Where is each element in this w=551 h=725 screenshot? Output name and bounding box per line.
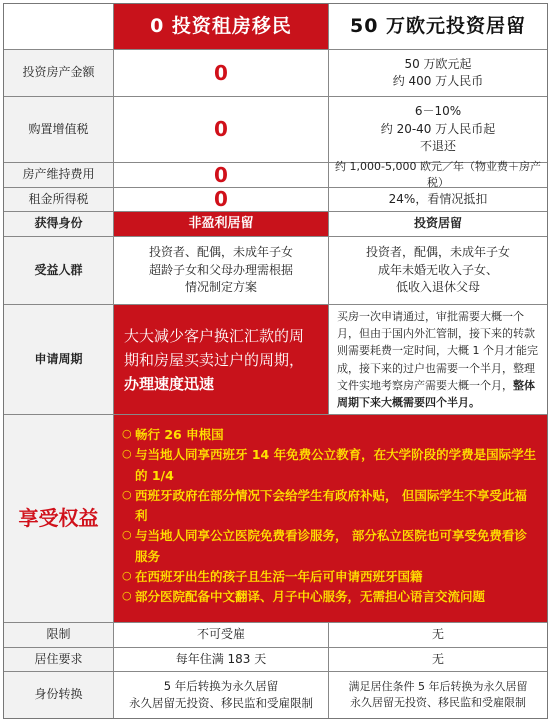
apply-text: 大大减少客户换汇汇款的周期和房屋买卖过户的周期， xyxy=(124,326,305,369)
value-line: 情况制定方案 xyxy=(184,280,257,295)
row-label: 身份转换 xyxy=(4,672,114,718)
value-line: 满足居住条件 5 年后转换为永久居留 xyxy=(348,680,528,694)
row-beneficiaries xyxy=(4,237,547,305)
row-label: 居住要求 xyxy=(4,648,114,671)
benefit-item xyxy=(122,425,537,445)
value-conversion-b xyxy=(329,672,547,718)
benefit-text: 在西班牙出生的孩子且生活一年后可申请西班牙国籍 xyxy=(135,568,423,584)
benefit-text: 西班牙政府在部分情况下会给学生有政府补贴， 但国际学生不享受此福利 xyxy=(135,487,527,523)
row-residency xyxy=(4,648,547,672)
benefit-item xyxy=(122,567,537,587)
circle-bullet-icon: ○ xyxy=(122,568,132,582)
value-zero: 0 xyxy=(114,163,329,187)
value-line: 投资者，配偶，未成年子女 xyxy=(365,245,510,260)
circle-bullet-icon: ○ xyxy=(122,447,132,461)
value-line: 不退还 xyxy=(419,139,456,154)
row-apply-period xyxy=(4,305,547,415)
row-label: 投资房产金额 xyxy=(4,50,114,96)
value-line: 约 400 万人民币 xyxy=(392,74,484,88)
row-label: 租金所得税 xyxy=(4,188,114,211)
value-line: 投资者、配偶，未成年子女 xyxy=(148,245,293,260)
value-line: 50 万欧元起 xyxy=(404,56,472,71)
value-restriction-a: 不可受雇 xyxy=(114,623,329,647)
header-row xyxy=(4,4,547,50)
circle-bullet-icon: ○ xyxy=(122,427,132,440)
apply-text-bold: 整体周期下来大概需要四个半月。 xyxy=(337,378,535,409)
value-beneficiaries-a xyxy=(114,237,329,304)
header-empty-cell xyxy=(4,4,114,49)
value-conversion-a xyxy=(114,672,329,718)
value-rent-tax: 24%，看情况抵扣 xyxy=(388,191,488,206)
value-line: 永久居留无投资、移民监和受雇限制 xyxy=(350,696,526,709)
value-maintenance: 约 1,000-5,000 欧元／年（物业费＋房产税） xyxy=(335,160,541,189)
value-residency-a: 每年住满 183 天 xyxy=(114,648,329,671)
benefit-text: 与当地人同享公立医院免费看诊服务， 部分私立医院也可享受免费看诊服务 xyxy=(135,528,527,564)
row-identity xyxy=(4,212,547,237)
value-property-amount xyxy=(329,50,547,96)
value-beneficiaries-b xyxy=(329,237,547,304)
value-zero: 0 xyxy=(114,97,329,162)
row-rent-tax xyxy=(4,188,547,212)
benefit-text: 与当地人同享西班牙 14 年免费公立教育，在大学阶段的学费是国际学生的 1/4 xyxy=(135,447,537,483)
header-zero-rent: 0 投资租房移民 xyxy=(114,4,329,49)
value-zero: 0 xyxy=(114,50,329,96)
apply-text-bold: 办理速度迅速 xyxy=(124,374,215,393)
value-investment-residency: 投资居留 xyxy=(413,216,462,231)
value-line: 永久居留无投资、移民监和受雇限制 xyxy=(129,696,313,710)
value-line: 5 年后转换为永久居留 xyxy=(163,679,279,694)
benefit-item xyxy=(122,445,537,486)
value-line: 6－10% xyxy=(414,104,462,119)
row-restriction xyxy=(4,623,547,648)
value-restriction-b: 无 xyxy=(431,627,444,642)
value-apply-period-b xyxy=(329,305,547,414)
value-vat xyxy=(329,97,547,162)
benefit-item xyxy=(122,526,537,567)
row-property-amount xyxy=(4,50,547,97)
benefit-item xyxy=(122,486,537,527)
row-vat xyxy=(4,97,547,163)
row-conversion xyxy=(4,672,547,718)
row-label: 受益人群 xyxy=(4,237,114,304)
row-label: 房产维持费用 xyxy=(4,163,114,187)
apply-text: 买房一次申请通过，审批需要大概一个月，但由于国内外汇管制，接下来的转款则需要耗费一定时间，大概 1 个月才能完成，接下来的过户也需要一个半月，整理文件实地考察房产需要大概一个月， xyxy=(337,310,538,392)
benefits-label: 享受权益 xyxy=(4,415,114,622)
header-500k-investment: 50 万欧元投资居留 xyxy=(329,4,547,49)
value-apply-period-a xyxy=(114,305,329,414)
benefit-text: 畅行 26 申根国 xyxy=(135,427,224,442)
value-line: 超龄子女和父母办理需根据 xyxy=(148,262,293,277)
benefit-text: 部分医院配备中文翻译、月子中心服务，无需担心语言交流问题 xyxy=(135,589,486,604)
circle-bullet-icon: ○ xyxy=(122,589,132,602)
value-line: 约 20-40 万人民币起 xyxy=(380,121,496,136)
value-zero: 0 xyxy=(114,188,329,211)
value-line: 成年未婚无收入子女、 xyxy=(377,262,498,277)
benefit-item xyxy=(122,587,537,607)
row-maintenance xyxy=(4,160,547,189)
value-line: 低收入退休父母 xyxy=(395,280,480,295)
benefits-list xyxy=(114,415,547,622)
row-benefits xyxy=(4,415,547,623)
value-residency-b: 无 xyxy=(431,651,444,666)
comparison-table xyxy=(3,3,548,719)
circle-bullet-icon: ○ xyxy=(122,487,132,501)
value-nonprofit-residency: 非盈利居留 xyxy=(114,212,329,236)
row-label: 获得身份 xyxy=(4,212,114,236)
row-label: 申请周期 xyxy=(4,305,114,414)
circle-bullet-icon: ○ xyxy=(122,528,132,542)
row-label: 限制 xyxy=(4,623,114,647)
row-label: 购置增值税 xyxy=(4,97,114,162)
